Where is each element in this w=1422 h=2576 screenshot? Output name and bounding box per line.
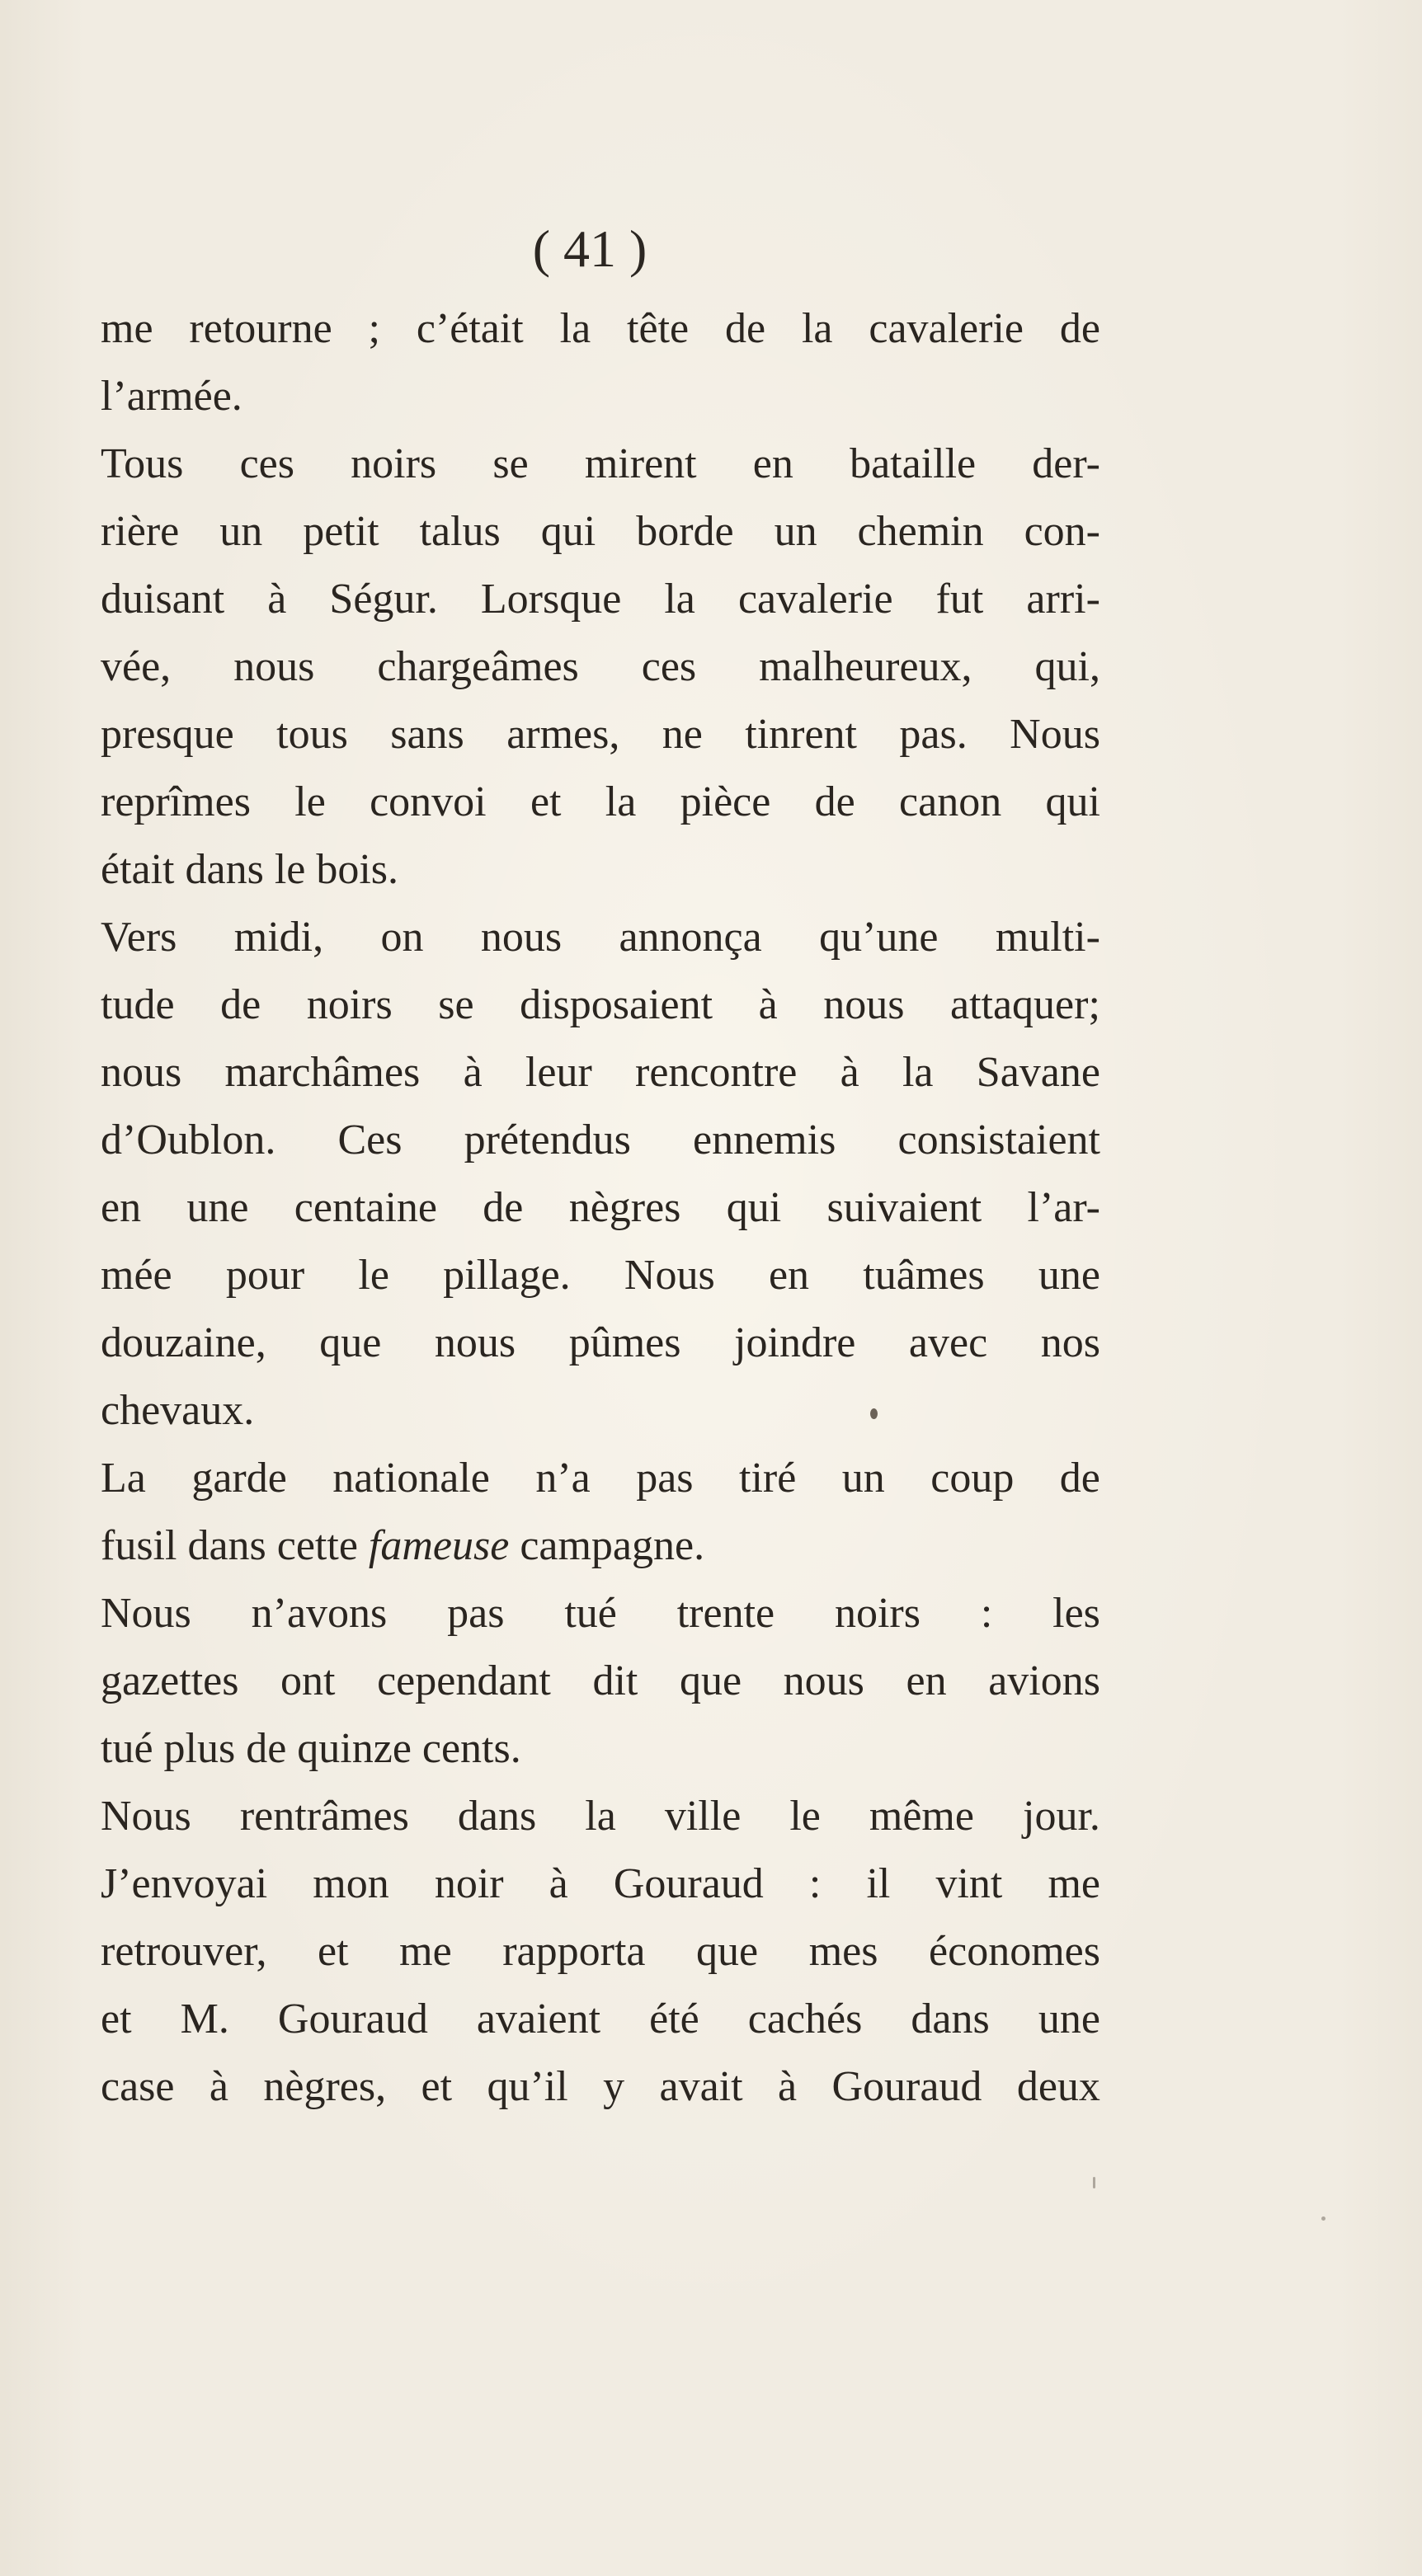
word: de — [1059, 305, 1100, 352]
word: on — [380, 914, 424, 961]
word: suivaient — [826, 1184, 982, 1231]
word: nous — [480, 914, 563, 961]
word: vée, — [101, 643, 172, 690]
word: Gouraud — [613, 1860, 764, 1907]
word: avait — [659, 2063, 743, 2110]
word: nous — [434, 1319, 516, 1366]
word: de — [220, 981, 261, 1028]
word: et — [101, 1995, 132, 2042]
ink-speck — [1093, 2177, 1095, 2188]
word: l’ar- — [1027, 1184, 1100, 1231]
word: économes — [929, 1928, 1100, 1975]
text-line — [101, 1918, 1100, 1986]
word: nègres, — [263, 2063, 387, 2110]
text-line: tué plus de quinze cents. — [101, 1725, 521, 1772]
text-line — [101, 1783, 1100, 1850]
word: pièce — [680, 778, 771, 825]
word: en — [101, 1184, 142, 1231]
word: nous — [783, 1657, 864, 1704]
word: : — [808, 1860, 822, 1907]
text-line — [101, 1648, 1100, 1715]
word: dit — [592, 1657, 638, 1704]
word: sans — [390, 711, 464, 758]
word: Vers — [101, 914, 177, 961]
word: cachés — [747, 1995, 863, 2042]
word: le — [358, 1252, 389, 1299]
word: en — [906, 1657, 947, 1704]
word: pas — [447, 1590, 505, 1637]
word: cependant — [377, 1657, 551, 1704]
word: dans — [911, 1995, 990, 2042]
word: duisant — [101, 576, 225, 623]
text-line — [101, 1512, 1100, 1580]
word: la — [585, 1793, 616, 1840]
word: pas — [636, 1455, 694, 1502]
word: convoi — [370, 778, 487, 825]
word: mée — [101, 1252, 172, 1299]
word: qui, — [1034, 643, 1100, 690]
word: retrouver, — [101, 1928, 267, 1975]
word: qu’il — [487, 2063, 568, 2110]
word: un — [219, 508, 263, 555]
word: la — [902, 1049, 934, 1096]
word: tiré — [739, 1455, 797, 1502]
word: mes — [808, 1928, 878, 1975]
word: me — [1048, 1860, 1100, 1907]
text-line — [101, 430, 1100, 498]
word: en — [768, 1252, 810, 1299]
word: été — [649, 1995, 699, 2042]
word: à — [840, 1049, 859, 1096]
word: Gouraud — [277, 1995, 428, 2042]
word: pas. — [899, 711, 968, 758]
word: de — [724, 305, 766, 352]
word: Nous — [624, 1252, 715, 1299]
word: et — [421, 2063, 453, 2110]
text-line — [101, 1309, 1100, 1377]
word: tude — [101, 981, 175, 1028]
word: une — [1038, 1995, 1100, 2042]
word: qui — [726, 1184, 782, 1231]
word: à — [209, 2063, 228, 2110]
word: ville — [664, 1793, 742, 1840]
text-line — [101, 2053, 1100, 2121]
word: mirent — [584, 440, 697, 487]
word: tué — [564, 1590, 617, 1637]
text-line — [101, 769, 1100, 836]
word: y — [603, 2063, 625, 2110]
word: que — [696, 1928, 759, 1975]
text-line-part: campagne. — [509, 1522, 705, 1569]
word: vint — [935, 1860, 1003, 1907]
word: leur — [525, 1049, 592, 1096]
word: Ces — [337, 1116, 403, 1163]
word: pour — [225, 1252, 305, 1299]
page-number: ( 41 ) — [532, 219, 647, 278]
word: marchâmes — [224, 1049, 421, 1096]
word: joindre — [734, 1319, 856, 1366]
word: ces — [641, 643, 697, 690]
word: noirs — [834, 1590, 921, 1637]
word: prétendus — [464, 1116, 631, 1163]
word: qui — [540, 508, 596, 555]
word: centaine — [294, 1184, 437, 1231]
word: avions — [988, 1657, 1100, 1704]
word: que — [679, 1657, 742, 1704]
word: douzaine, — [101, 1319, 266, 1366]
italic-word: fameuse — [368, 1522, 510, 1569]
word: attaquer; — [950, 981, 1100, 1028]
word: n’avons — [251, 1590, 388, 1637]
word: jour. — [1023, 1793, 1100, 1840]
word: Nous — [1010, 711, 1100, 758]
word: le — [294, 778, 326, 825]
word: Tous — [101, 440, 184, 487]
word: ces — [239, 440, 294, 487]
word: presque — [101, 711, 234, 758]
text-line — [101, 566, 1100, 633]
text-line: l’armée. — [101, 373, 242, 420]
word: retourne — [189, 305, 332, 352]
word: petit — [303, 508, 379, 555]
word: ennemis — [693, 1116, 836, 1163]
word: nous — [101, 1049, 182, 1096]
word: c’était — [416, 305, 524, 352]
word: un — [774, 508, 817, 555]
word: deux — [1016, 2063, 1100, 2110]
word: Nous — [101, 1793, 191, 1840]
word: nous — [823, 981, 905, 1028]
word: rière — [101, 508, 180, 555]
word: ne — [662, 711, 703, 758]
text-line — [101, 701, 1100, 769]
word: qu’une — [819, 914, 939, 961]
word: consistaient — [897, 1116, 1100, 1163]
word: noirs — [306, 981, 393, 1028]
word: fut — [935, 576, 984, 623]
word: : — [980, 1590, 993, 1637]
word: cavalerie — [737, 576, 893, 623]
word: chemin — [857, 508, 984, 555]
word: La — [101, 1455, 146, 1502]
word: tinrent — [745, 711, 858, 758]
word: une — [186, 1184, 249, 1231]
word: ont — [280, 1657, 336, 1704]
word: reprîmes — [101, 778, 251, 825]
word: rentrâmes — [239, 1793, 409, 1840]
word: der- — [1032, 440, 1100, 487]
word: rencontre — [635, 1049, 798, 1096]
word: rapporta — [502, 1928, 646, 1975]
word: à — [777, 2063, 798, 2110]
text-line — [101, 904, 1100, 971]
text-line — [101, 295, 1100, 363]
word: tuâmes — [863, 1252, 985, 1299]
word: de — [1059, 1455, 1100, 1502]
word: case — [101, 2063, 175, 2110]
text-line — [101, 1986, 1100, 2053]
word: d’Oublon. — [101, 1116, 276, 1163]
word: n’a — [535, 1455, 591, 1502]
word: talus — [419, 508, 501, 555]
word: avaient — [476, 1995, 601, 2042]
word: de — [814, 778, 855, 825]
word: trente — [676, 1590, 775, 1637]
word: une — [1038, 1252, 1100, 1299]
word: garde — [191, 1455, 287, 1502]
word: dans — [457, 1793, 537, 1840]
word: nous — [233, 643, 315, 690]
text-line — [101, 971, 1100, 1039]
text-line — [101, 1107, 1100, 1174]
word: pûmes — [568, 1319, 681, 1366]
word: armes, — [506, 711, 620, 758]
text-line — [101, 1850, 1100, 1918]
word: se — [438, 981, 474, 1028]
word: et — [318, 1928, 349, 1975]
word: bataille — [850, 440, 977, 487]
word: noir — [434, 1860, 504, 1907]
word: se — [492, 440, 529, 487]
word: les — [1052, 1590, 1100, 1637]
word: en — [752, 440, 793, 487]
word: Ségur. — [329, 576, 438, 623]
word: mon — [313, 1860, 389, 1907]
word: un — [841, 1455, 885, 1502]
body-text — [101, 295, 1100, 2121]
word: à — [267, 576, 287, 623]
text-line — [101, 1580, 1100, 1648]
word: J’envoyai — [101, 1860, 268, 1907]
word: à — [758, 981, 778, 1028]
text-line: était dans le bois. — [101, 846, 399, 893]
word: la — [559, 305, 591, 352]
word: la — [801, 305, 833, 352]
word: nos — [1040, 1319, 1100, 1366]
word: Nous — [101, 1590, 191, 1637]
word: le — [789, 1793, 821, 1840]
word: noirs — [351, 440, 437, 487]
word: que — [319, 1319, 382, 1366]
word: me — [101, 305, 153, 352]
word: à — [463, 1049, 483, 1096]
word: chargeâmes — [377, 643, 579, 690]
text-line — [101, 1445, 1100, 1512]
ink-speck — [1321, 2216, 1325, 2221]
word: pillage. — [443, 1252, 571, 1299]
word: multi- — [995, 914, 1100, 961]
word: Gouraud — [831, 2063, 982, 2110]
ink-speck — [870, 1408, 878, 1419]
word: Lorsque — [480, 576, 622, 623]
word: même — [869, 1793, 974, 1840]
text-line — [101, 498, 1100, 566]
word: avec — [908, 1319, 988, 1366]
word: arri- — [1026, 576, 1100, 623]
word: tête — [627, 305, 690, 352]
word: annonça — [619, 914, 762, 961]
word: tous — [276, 711, 348, 758]
word: gazettes — [101, 1657, 239, 1704]
text-line: chevaux. — [101, 1387, 255, 1434]
text-line-part: fusil dans cette — [101, 1522, 369, 1569]
text-line — [101, 1174, 1100, 1242]
word: midi, — [233, 914, 324, 961]
text-line — [101, 1039, 1100, 1107]
word: malheureux, — [759, 643, 972, 690]
word: cavalerie — [869, 305, 1024, 352]
text-line — [101, 633, 1100, 701]
word: nationale — [332, 1455, 490, 1502]
word: et — [530, 778, 562, 825]
word: de — [483, 1184, 524, 1231]
word: à — [549, 1860, 568, 1907]
text-line — [101, 1242, 1100, 1309]
word: nègres — [568, 1184, 681, 1231]
word: la — [664, 576, 695, 623]
word: canon — [899, 778, 1002, 825]
word: borde — [636, 508, 734, 555]
word: qui — [1045, 778, 1100, 825]
word: Savane — [976, 1049, 1100, 1096]
word: M. — [180, 1995, 229, 2042]
word: coup — [930, 1455, 1015, 1502]
word: me — [399, 1928, 452, 1975]
word: disposaient — [520, 981, 713, 1028]
word: con- — [1024, 508, 1100, 555]
word: ; — [368, 305, 380, 352]
word: la — [605, 778, 637, 825]
word: il — [866, 1860, 891, 1907]
